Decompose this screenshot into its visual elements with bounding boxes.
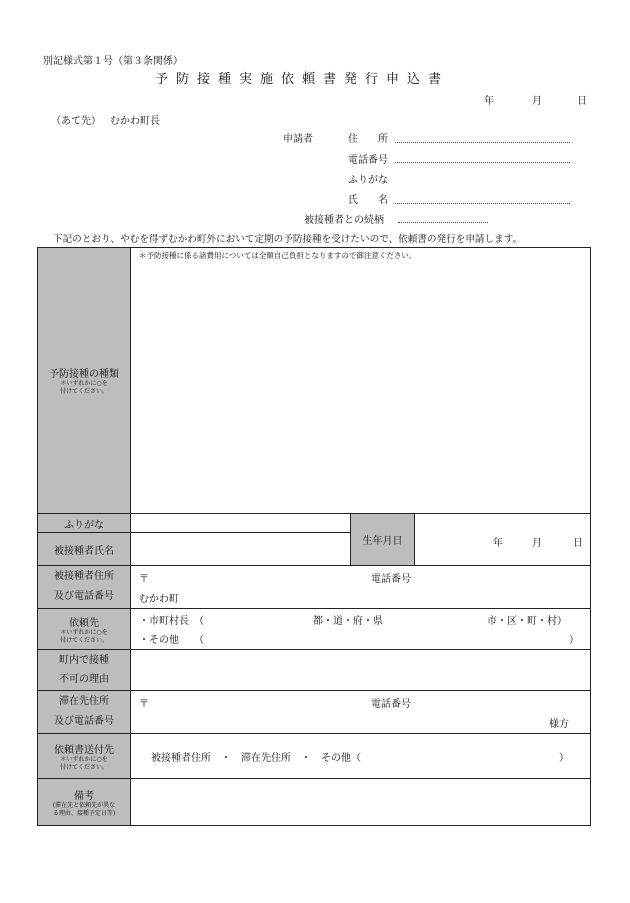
vaccine-type-row bbox=[38, 248, 591, 514]
remarks-note1: (滞在先と依頼先が異な bbox=[52, 801, 116, 809]
recipient-address-label-cell bbox=[38, 566, 131, 609]
furigana-row bbox=[38, 514, 591, 533]
stay-address-label-cell bbox=[38, 691, 131, 734]
vaccine-type-field[interactable] bbox=[131, 248, 591, 514]
reason-field[interactable] bbox=[131, 650, 591, 691]
date-year: 年 bbox=[484, 96, 494, 107]
stay-address-label1: 滞在先住所 bbox=[59, 696, 109, 707]
stay-address-label2: 及び電話番号 bbox=[54, 716, 114, 727]
stay-sama: 様方 bbox=[549, 719, 569, 730]
send-to-options[interactable]: 被接種者住所 ・ 滞在先住所 ・ その他（ bbox=[151, 753, 361, 764]
vaccine-type-label-cell bbox=[38, 248, 131, 514]
date-month: 月 bbox=[532, 96, 542, 107]
relation-label: 被接種者との続柄 bbox=[304, 215, 384, 226]
birth-label: 生年月日 bbox=[351, 514, 415, 566]
remarks-field[interactable] bbox=[131, 779, 591, 826]
send-to-label: 依頼書送付先 bbox=[54, 744, 114, 756]
request-to-row bbox=[38, 609, 591, 650]
applicant-phone-label: 電話番号 bbox=[348, 155, 388, 166]
recipient-town: むかわ町 bbox=[139, 594, 179, 605]
applicant-name-field[interactable] bbox=[395, 203, 570, 204]
request-to-field[interactable] bbox=[131, 609, 591, 650]
applicant-address-label: 住 所 bbox=[348, 134, 388, 145]
vaccine-type-note1: ＊いずれかに○を bbox=[60, 380, 108, 387]
remarks-label: 備考 bbox=[74, 790, 94, 802]
option-mayor[interactable]: ・市町村長 （ bbox=[139, 616, 204, 627]
option-prefecture: 都・道・府・県 bbox=[313, 616, 383, 627]
recipient-address-field[interactable] bbox=[131, 566, 591, 609]
option-other-close: ） bbox=[569, 635, 579, 646]
send-to-label-cell bbox=[38, 734, 131, 779]
send-to-field[interactable] bbox=[131, 734, 591, 779]
option-other[interactable]: ・その他 （ bbox=[139, 635, 204, 646]
applicant-label: 申請者 bbox=[283, 134, 313, 145]
recipient-furigana-label: ふりがな bbox=[38, 514, 131, 533]
send-to-note1: ＊いずれかに○を bbox=[60, 755, 108, 763]
date-day: 日 bbox=[577, 96, 587, 107]
recipient-address-label1: 被接種者住所 bbox=[54, 571, 114, 582]
stay-address-field[interactable] bbox=[131, 691, 591, 734]
form-number: 別記様式第１号（第３条関係） bbox=[43, 56, 183, 67]
application-table bbox=[37, 247, 591, 826]
remarks-row bbox=[38, 779, 591, 826]
remarks-label-cell bbox=[38, 779, 131, 826]
birth-year: 年 bbox=[493, 537, 503, 549]
vaccine-cost-note: ＊予防接種に係る諸費用については全額自己負担となりますので御注意ください。 bbox=[139, 251, 417, 260]
reason-label1: 町内で接種 bbox=[59, 655, 109, 666]
send-to-note2: 付けてください。 bbox=[59, 763, 108, 771]
addressee: むかわ町長 bbox=[110, 116, 160, 127]
stay-phone-label: 電話番号 bbox=[371, 699, 411, 710]
remarks-note2: る理由、接種予定日等) bbox=[52, 809, 116, 817]
stay-postal-mark: 〒 bbox=[139, 699, 149, 710]
recipient-name-field[interactable] bbox=[131, 533, 351, 566]
send-to-row bbox=[38, 734, 591, 779]
applicant-furigana-label: ふりがな bbox=[348, 175, 388, 186]
reason-label-cell bbox=[38, 650, 131, 691]
applicant-address-field[interactable] bbox=[395, 142, 570, 143]
request-to-label-cell bbox=[38, 609, 131, 650]
relation-field[interactable] bbox=[398, 222, 488, 223]
page-title: 予防接種実施依頼書発行申込書 bbox=[155, 72, 450, 87]
recipient-phone-label: 電話番号 bbox=[371, 574, 411, 585]
request-to-label: 依頼先 bbox=[69, 617, 99, 629]
birth-day: 日 bbox=[573, 537, 583, 549]
applicant-phone-field[interactable] bbox=[395, 162, 570, 163]
request-to-note2: 付けてください。 bbox=[59, 636, 108, 644]
birth-field[interactable] bbox=[415, 514, 591, 566]
option-city: 市・区・町・村） bbox=[487, 616, 567, 627]
recipient-name-label: 被接種者氏名 bbox=[38, 533, 131, 566]
stay-address-row bbox=[38, 691, 591, 734]
birth-month: 月 bbox=[532, 537, 542, 549]
recipient-postal-mark: 〒 bbox=[139, 574, 149, 585]
recipient-address-row bbox=[38, 566, 591, 609]
applicant-name-label: 氏 名 bbox=[348, 195, 388, 206]
reason-label2: 不可の理由 bbox=[59, 674, 109, 685]
recipient-address-label2: 及び電話番号 bbox=[54, 591, 114, 602]
send-to-close: ） bbox=[559, 753, 569, 764]
reason-row bbox=[38, 650, 591, 691]
addressee-prefix: （あて先） bbox=[51, 116, 101, 127]
vaccine-type-label: 予防接種の種類 bbox=[49, 369, 119, 380]
vaccine-type-note2: 付けてください。 bbox=[59, 388, 108, 395]
recipient-furigana-field[interactable] bbox=[131, 514, 351, 533]
intro-text: 下記のとおり、やむを得ずむかわ町外において定期の予防接種を受けたいので、依頼書の発行を申請します。 bbox=[53, 234, 523, 245]
request-to-note1: ＊いずれかに○を bbox=[60, 628, 108, 636]
